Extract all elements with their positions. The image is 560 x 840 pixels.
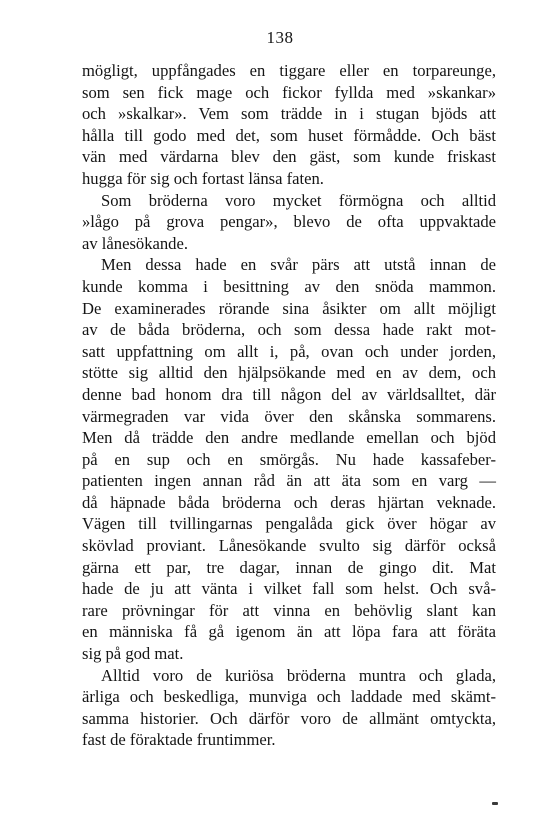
text-line: rare prövningar för att vinna en behövlig slant kan [82,600,496,620]
text-line: hugga för sig och fortast länsa faten. [82,168,324,188]
text-line: hålla till godo med det, som huset förmådde. Och bäst [82,125,496,145]
text-line: hade de ju att vänta i vilket fall som helst. Och svå- [82,579,496,599]
text-line: fast de föraktade fruntimmer. [82,730,276,750]
text-line: som sen fick mage och fickor fyllda med »skankar» [82,82,496,102]
text-line: ärliga och beskedliga, munviga och laddade med skämt- [82,687,496,707]
text-line: satt uppfattning om allt i, på, ovan och under jorden, [82,341,496,361]
text-line: värmegraden var vida över den skånska sommarens. [82,406,496,426]
text-line: en människa få gå igenom än att löpa fara att föräta [82,622,496,642]
text-line: sig på god mat. [82,644,184,664]
text-line: av lånesökande. [82,233,188,253]
text-line: mögligt, uppfångades en tiggare eller en torpareunge, [82,61,496,80]
text-line: på en sup och en smörgås. Nu hade kassafeber- [82,449,496,469]
text-line: och »skalkar». Vem som trädde in i stugan bjöds att [82,104,496,124]
text-line: patienten ingen annan råd än att äta som en varg — [82,471,496,491]
text-line: denne bad honom dra till någon del av världsalltet, där [82,384,496,404]
paragraph-start-line: Men dessa hade en svår pärs att utstå innan de [101,255,496,275]
page-number: 138 [266,28,294,47]
text-line: av de båda bröderna, och som dessa hade rakt mot- [82,320,496,340]
text-line: »lågo på grova pengar», blevo de ofta uppvaktade [82,212,496,232]
text-line: skövlad proviant. Lånesökande svulto sig därför också [82,536,496,556]
text-line: Men då trädde den andre medlande emellan och bjöd [82,428,496,448]
text-line: gärna ett par, tre dagar, innan de gingo dit. Mat [82,557,496,577]
text-line: då häpnade båda bröderna och deras hjärtan veknade. [82,492,496,512]
text-line: stötte sig alltid den hjälpsökande med en av dem, och [82,363,496,383]
text-line: kunde komma i besittning av den snöda mammon. [82,276,496,296]
text-line: samma historier. Och därför voro de allmänt omtyckta, [82,708,496,728]
text-line: vän med värdarna blev den gäst, som kunde friskast [82,147,496,167]
paragraph-start-line: Som bröderna voro mycket förmögna och alltid [101,190,496,210]
paragraph-start-line: Alltid voro de kuriösa bröderna muntra och glada, [101,665,496,685]
text-line: Vägen till tvillingarnas pengalåda gick över högar av [82,514,496,534]
body-text [82,60,496,751]
text-line: De examinerades rörande sina åsikter om allt möjligt [82,298,496,318]
print-speck [492,802,498,805]
